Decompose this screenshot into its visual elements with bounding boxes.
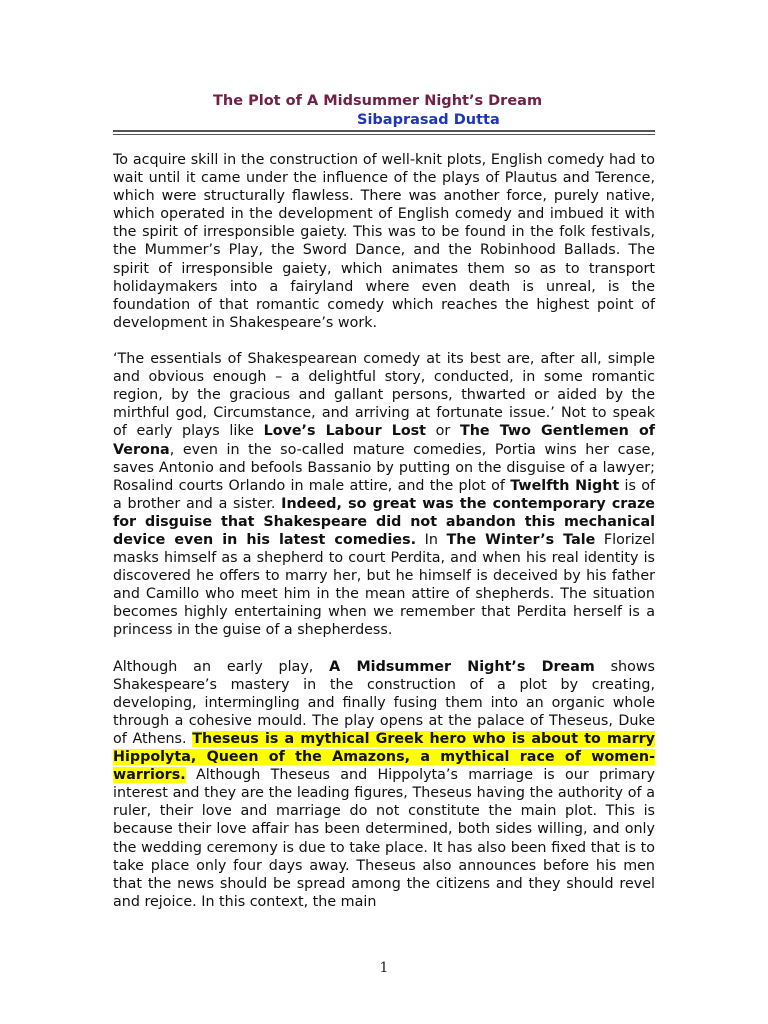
header-rule-thick (113, 130, 655, 132)
page-number: 1 (379, 960, 389, 976)
highlighted-text: Theseus is a mythical Greek hero who is about to marry Hippolyta, Queen of the Amazons, a mythical race of women-warriors. (113, 731, 655, 784)
header-rule-thin (113, 134, 655, 135)
document-body (113, 151, 655, 929)
play-title-bold: Love’s Labour Lost (263, 423, 426, 440)
text-segment: To acquire skill in the construction of well-knit plots, English comedy had to wait until it came under the influence of the plays of Plautus and Terence, which were structurally flawless. There was another force, purely native, which operated in the development of English comedy and imbued it with the spirit of irresponsible gaiety. This was to be found in the folk festivals, the Mummer’s Play, the Sword Dance, and the Robinhood Ballads. The spirit of irresponsible gaiety, which animates them so as to transport holidaymakers into a fairyland where even death is unreal, is the foundation of that romantic comedy which reaches the highest point of development in Shakespeare’s work. (113, 152, 655, 331)
document-author: Sibaprasad Dutta (357, 112, 500, 128)
document-title: The Plot of A Midsummer Night’s Dream (213, 93, 543, 109)
text-segment: Florizel masks himself as a shepherd to court Perdita, and when his real identity is discovered he offers to marry her, but he himself is deceived by his father and Camillo who meet him in the mean attire of shepherds. The situation becomes highly entertaining when we remember that Perdita herself is a princess in the guise of a shepherdess. (113, 531, 655, 639)
text-segment: Although Theseus and Hippolyta’s marriage is our primary interest and they are the leading figures, Theseus having the authority of a ruler, their love and marriage do not constitute the main plot. This is because their love affair has been determined, both sides willing, and only the wedding ceremony is due to take place. It has also been fixed that is to take place only four days away. Theseus also announces before his men that the news should be spread among the citizens and they should revel and rejoice. In this context, the main (113, 767, 655, 910)
paragraph-3 (113, 658, 655, 911)
text-segment: is of a brother and a sister. (113, 477, 655, 512)
text-segment: or (426, 423, 460, 440)
text-segment: shows Shakespeare’s mastery in the construction of a plot by creating, developing, intermingling and finally fusing them into an organic whole through a cohesive mould. The play opens at the palace of Theseus, Duke of Athens. (113, 658, 655, 747)
text-segment: Although an early play, (113, 658, 330, 675)
text-segment: In (416, 531, 447, 548)
paragraph-1 (113, 151, 655, 332)
text-segment: ‘The essentials of Shakespearean comedy at its best are, after all, simple and obvious enough – a delightful story, conducted, in some romantic region, by the gracious and gallant persons, thwarted or aided by the mirthful god, Circumstance, and arriving at fortunate issue.’ Not to speak of early plays like (113, 351, 655, 440)
play-title-bold: The Two Gentlemen of Verona (113, 423, 655, 458)
play-title-bold: A Midsummer Night’s Dream (329, 658, 595, 675)
play-title-bold: Twelfth Night (510, 477, 620, 494)
text-segment: , even in the so-called mature comedies, Portia wins her case, saves Antonio and befools Bassanio by putting on the disguise of a lawyer; Rosalind courts Orlando in male attire, and the plot of (113, 441, 655, 494)
emphasis-bold: Indeed, so great was the contemporary craze for disguise that Shakespeare did not abandon this mechanical device even in his latest comedies. (113, 495, 656, 548)
paragraph-2 (113, 350, 655, 640)
play-title-bold: The Winter’s Tale (446, 531, 596, 548)
